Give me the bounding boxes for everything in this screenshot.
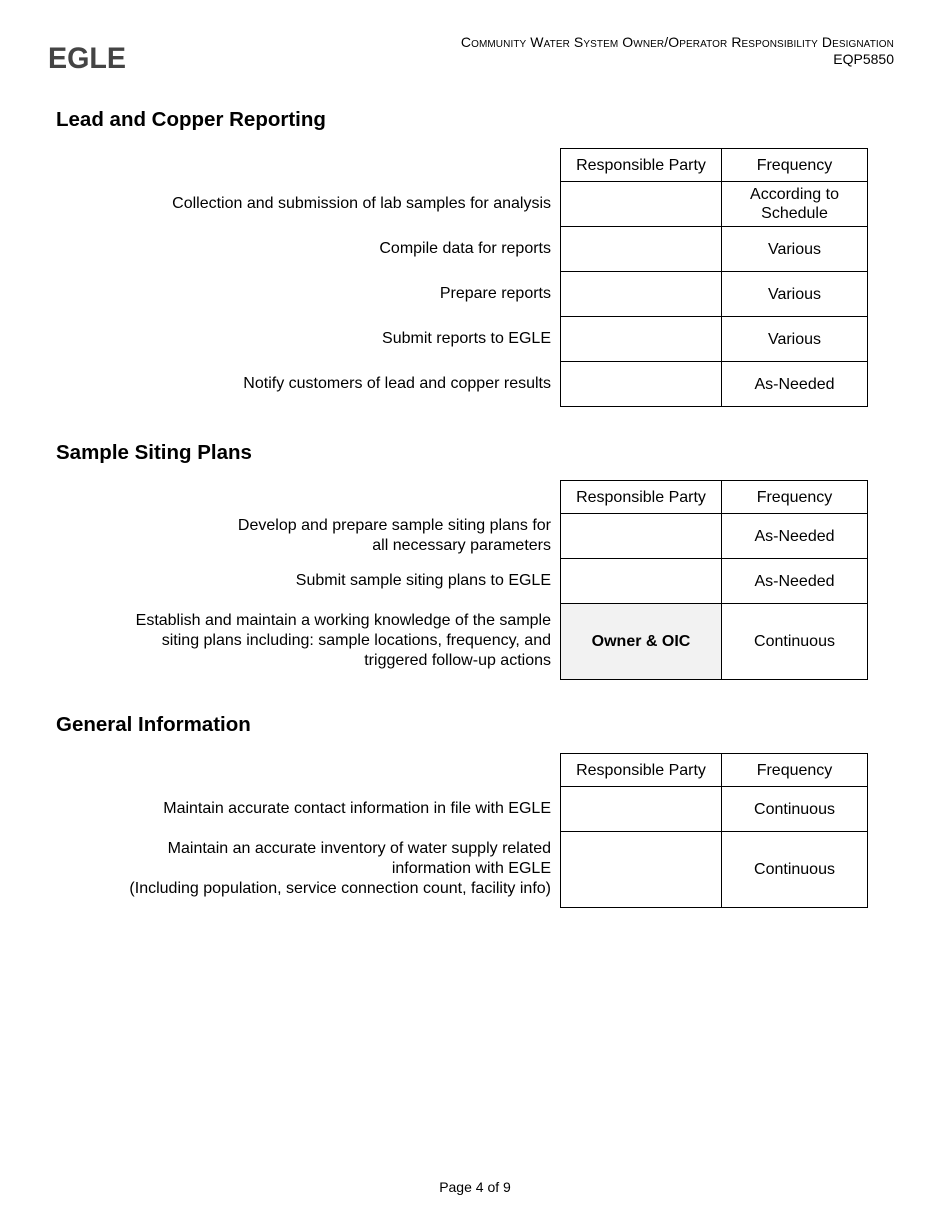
- section-title-sample-siting: Sample Siting Plans: [56, 441, 252, 464]
- task-text-line: siting plans including: sample locations, frequency, and: [161, 632, 551, 649]
- section-title-lead-copper: Lead and Copper Reporting: [56, 108, 326, 131]
- general-info-table: [560, 753, 868, 908]
- frequency-text: As-Needed: [754, 527, 835, 545]
- section-title-general-info: General Information: [56, 713, 251, 736]
- col-header-frequency: Frequency: [722, 481, 868, 514]
- frequency-cell: [722, 317, 868, 362]
- frequency-text: Continuous: [754, 800, 835, 818]
- responsible-party-cell[interactable]: [561, 787, 722, 832]
- task-label: [136, 603, 551, 679]
- frequency-text: As-Needed: [754, 572, 835, 590]
- responsible-party-cell[interactable]: [561, 317, 722, 362]
- task-label: [382, 316, 551, 361]
- frequency-text: Various: [767, 285, 822, 303]
- table-row: [561, 227, 868, 272]
- frequency-cell: [722, 182, 868, 227]
- frequency-cell: [722, 227, 868, 272]
- col-header-responsible-party: Responsible Party: [561, 481, 722, 514]
- table-row: [561, 604, 868, 680]
- col-header-frequency: Frequency: [722, 754, 868, 787]
- frequency-text: Various: [767, 330, 822, 348]
- col-header-responsible-party: Responsible Party: [561, 149, 722, 182]
- egle-logo: [48, 44, 128, 70]
- task-text-line: all necessary parameters: [372, 536, 551, 554]
- table-row: [561, 317, 868, 362]
- task-text-line: Submit reports to EGLE: [382, 329, 551, 347]
- table-row: [561, 362, 868, 407]
- frequency-text: Continuous: [754, 633, 835, 650]
- frequency-cell: [722, 787, 868, 832]
- col-header-frequency: Frequency: [722, 149, 868, 182]
- responsible-party-cell[interactable]: [561, 559, 722, 604]
- frequency-cell: [722, 832, 868, 908]
- task-label: [296, 558, 551, 603]
- frequency-text: As-Needed: [754, 375, 835, 393]
- responsible-party-cell[interactable]: [561, 832, 722, 908]
- table-row: [561, 272, 868, 317]
- task-text-line: Notify customers of lead and copper results: [243, 374, 551, 392]
- frequency-cell: [722, 604, 868, 680]
- lead-copper-table: [560, 148, 868, 407]
- responsible-party-cell[interactable]: [561, 227, 722, 272]
- task-label: [129, 831, 551, 907]
- frequency-text: Various: [767, 240, 822, 258]
- task-label: [379, 226, 551, 271]
- frequency-cell: [722, 559, 868, 604]
- task-text-line: triggered follow-up actions: [364, 652, 551, 669]
- frequency-cell: [722, 362, 868, 407]
- responsible-party-cell[interactable]: [561, 182, 722, 227]
- task-text-line: Collection and submission of lab samples for analysis: [172, 194, 551, 212]
- responsible-party-cell[interactable]: Owner & OIC: [561, 604, 722, 680]
- task-text-line: Prepare reports: [439, 284, 551, 302]
- task-label: [172, 181, 551, 226]
- task-label: [243, 361, 551, 406]
- task-text-line: Maintain an accurate inventory of water supply related: [167, 840, 551, 857]
- table-row: [561, 787, 868, 832]
- responsible-party-cell[interactable]: [561, 272, 722, 317]
- form-title: Community Water System Owner/Operator Responsibility Designation: [460, 34, 894, 50]
- table-row: [561, 182, 868, 227]
- sample-siting-table: [560, 480, 868, 680]
- task-label: [163, 786, 551, 831]
- task-text-line: Establish and maintain a working knowledge of the sample: [135, 612, 551, 629]
- task-text-line: Develop and prepare sample siting plans for: [237, 516, 551, 534]
- frequency-cell: [722, 272, 868, 317]
- frequency-text: According to: [750, 186, 839, 203]
- responsible-party-cell[interactable]: [561, 362, 722, 407]
- table-row: [561, 832, 868, 908]
- frequency-text: Schedule: [761, 205, 828, 222]
- task-text-line: Submit sample siting plans to EGLE: [295, 571, 551, 589]
- frequency-text: Continuous: [754, 861, 835, 878]
- table-row: [561, 514, 868, 559]
- task-label: [440, 271, 551, 316]
- task-text-line: Compile data for reports: [379, 239, 551, 257]
- form-code: EQP5850: [833, 51, 894, 67]
- frequency-cell: [722, 514, 868, 559]
- task-text-line: (Including population, service connection count, facility info): [129, 880, 551, 897]
- task-text-line: information with EGLE: [391, 860, 551, 877]
- col-header-responsible-party: Responsible Party: [561, 754, 722, 787]
- task-text-line: Maintain accurate contact information in file with EGLE: [163, 799, 551, 817]
- table-row: [561, 559, 868, 604]
- task-label: [238, 513, 551, 558]
- egle-logo-text: EGLE: [48, 44, 126, 70]
- responsible-party-cell[interactable]: [561, 514, 722, 559]
- page-number: Page 4 of 9: [439, 1179, 511, 1195]
